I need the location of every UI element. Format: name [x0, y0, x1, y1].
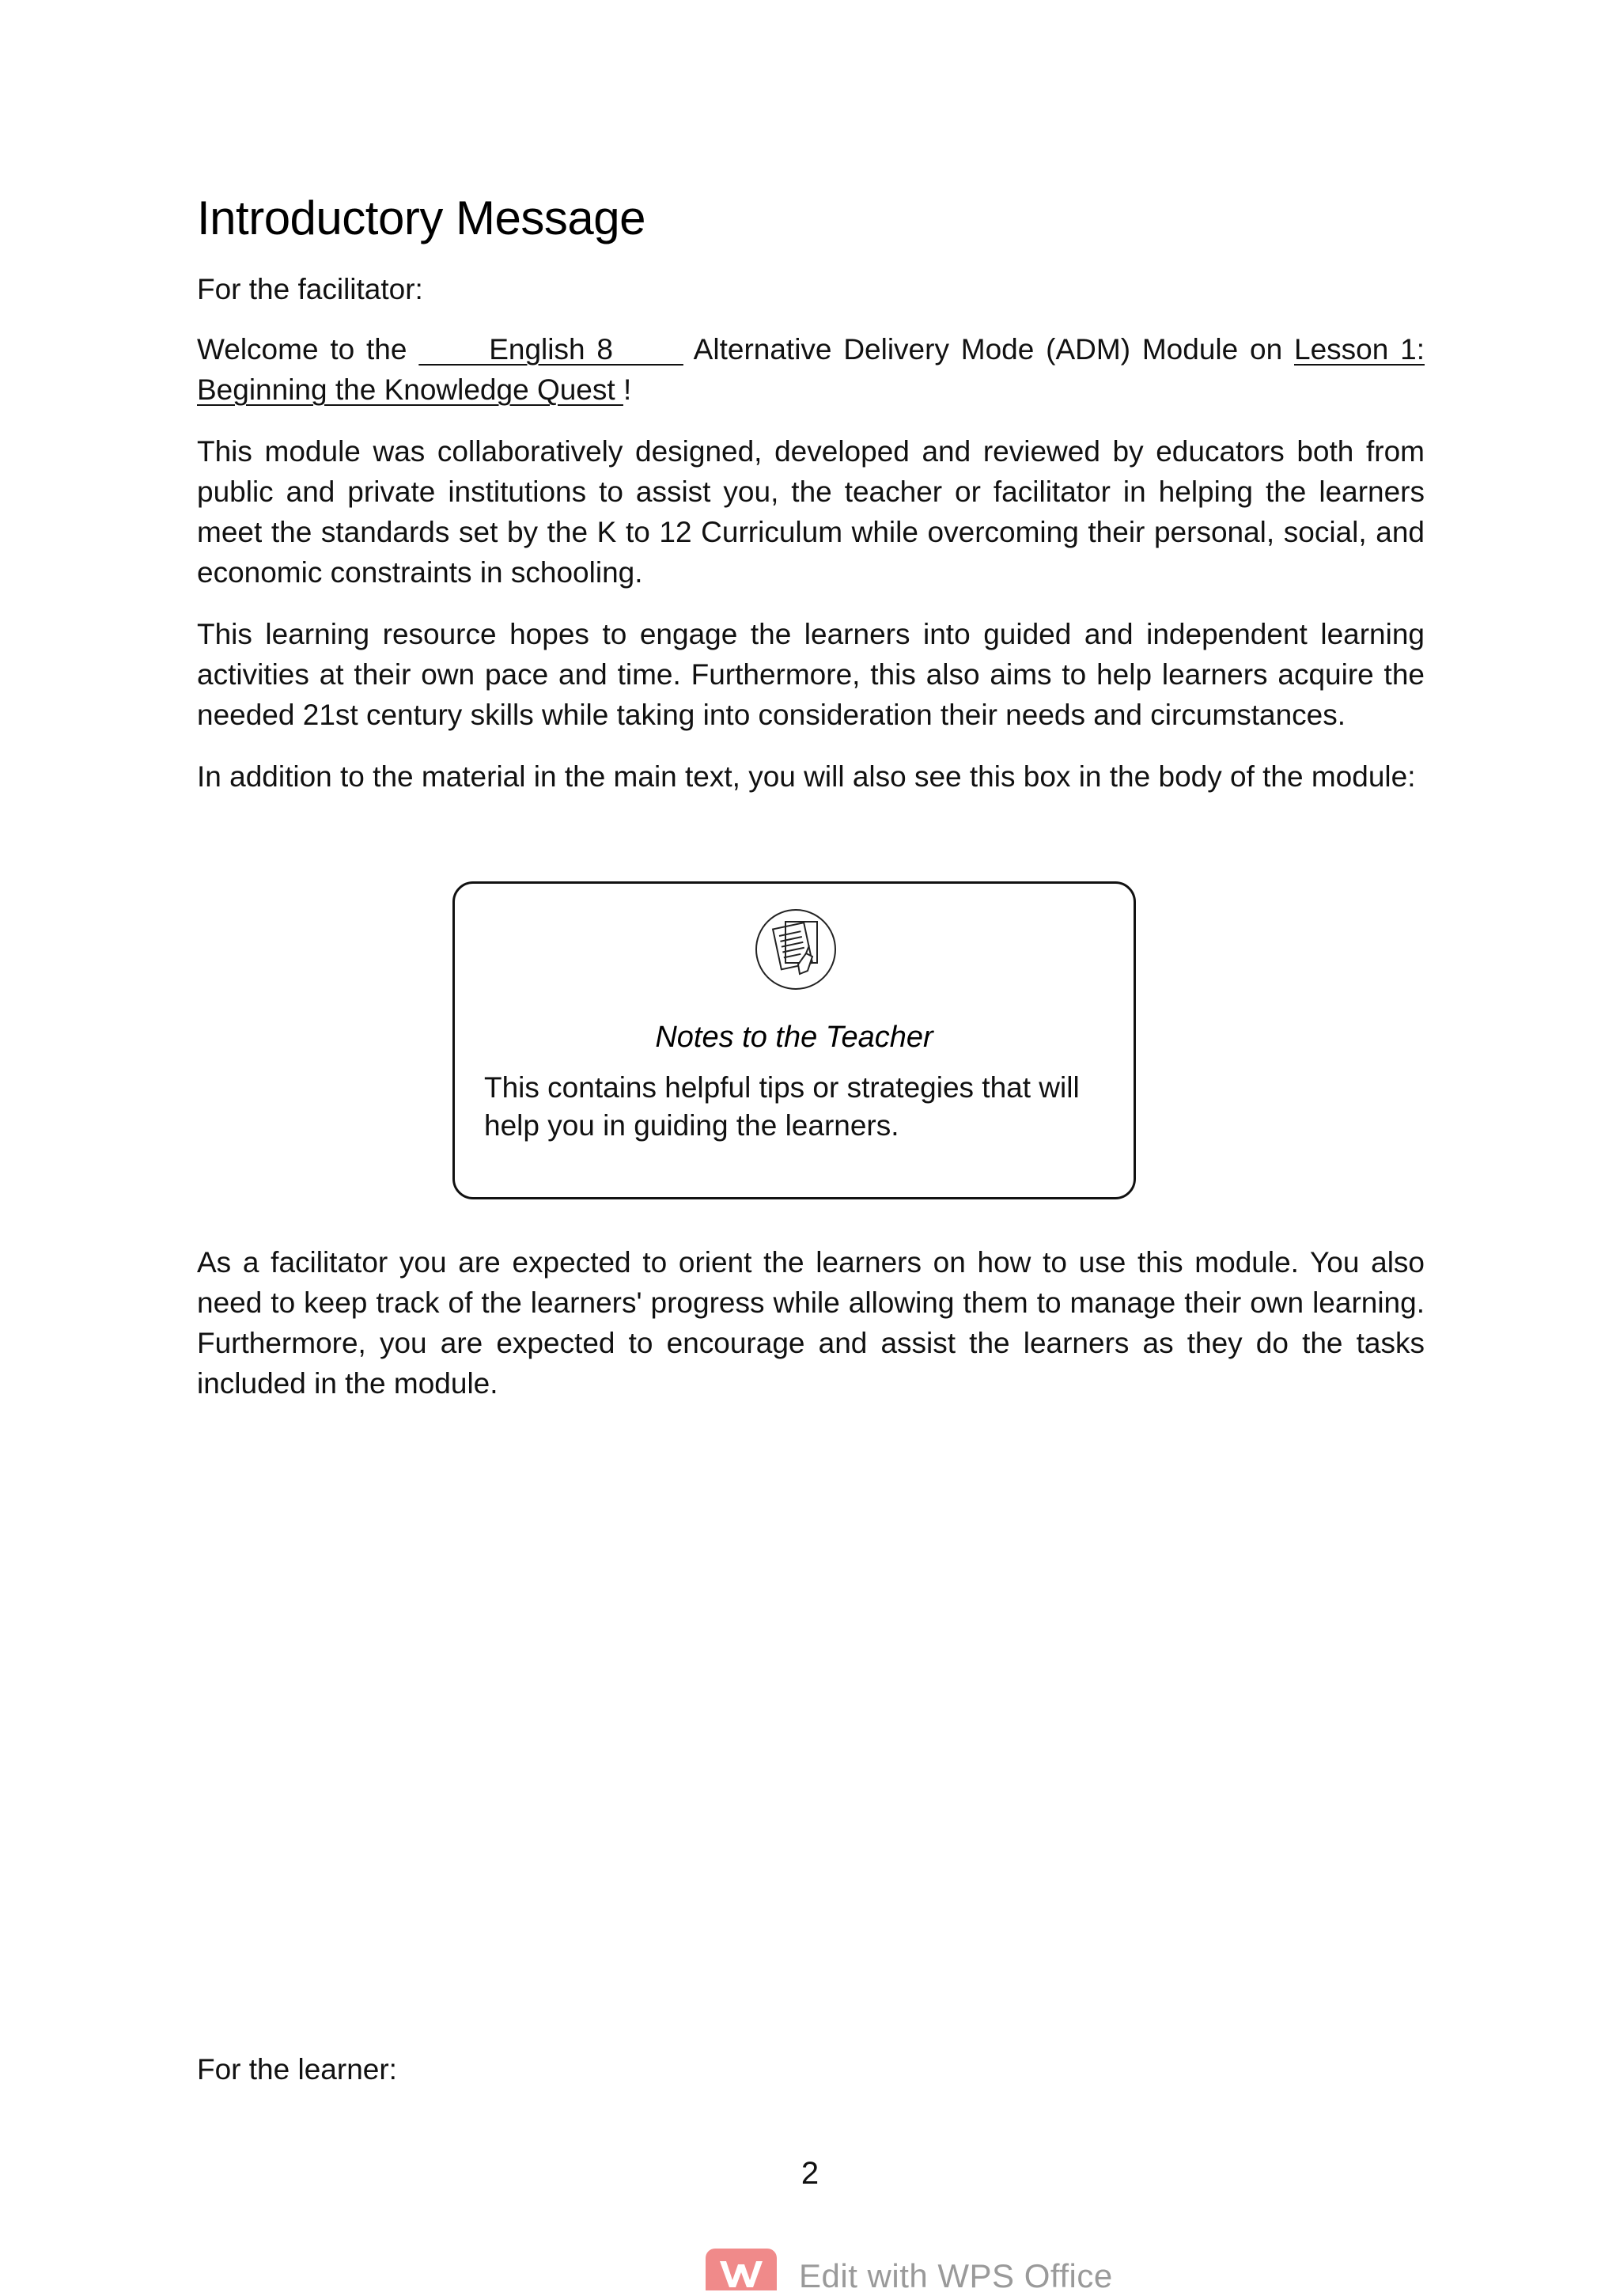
welcome-prefix: Welcome to the	[197, 333, 419, 366]
paragraph-design: This module was collaboratively designed, developed and reviewed by educators both from public and private institutions to assist you, the teacher or facilitator in helping the learners meet the standards set by the K to 12 Curriculum while overcoming their personal, social, and economic constraints in schooling.	[197, 435, 1425, 589]
page-number: 2	[801, 2156, 819, 2191]
subject-blank: English 8	[418, 333, 683, 366]
lesson-blank: Lesson 1: Beginning the Knowledge Quest	[197, 333, 1425, 406]
welcome-paragraph	[197, 329, 1425, 410]
note-box-title: Notes to the Teacher	[655, 1021, 933, 1054]
learner-label: For the learner:	[197, 2053, 397, 2086]
note-box-text: This contains helpful tips or strategies that will help you in guiding the learners.	[484, 1071, 1080, 1142]
facilitator-label: For the facilitator:	[197, 273, 423, 305]
document-content	[197, 190, 1425, 818]
notes-to-teacher-box	[452, 881, 1136, 1199]
wps-watermark[interactable]	[706, 2249, 1113, 2294]
teacher-notes-icon	[754, 907, 838, 991]
welcome-suffix: !	[623, 373, 632, 406]
wps-watermark-text: Edit with WPS Office	[799, 2257, 1113, 2294]
paragraph-resource: This learning resource hopes to engage the learners into guided and independent learning activities at their own pace and time. Furthermore, this also aims to help learners acquire the needed 21st century skills while taking into consideration their needs and circumstances.	[197, 618, 1425, 731]
page-title: Introductory Message	[197, 191, 645, 244]
facilitator-paragraph: As a facilitator you are expected to orient the learners on how to use this module. You also need to keep track of the learners' progress while allowing them to manage their own learning. Furthermore, you are expected to encourage and assist the learners as they do the tasks included in the module.	[197, 1246, 1425, 1400]
paragraph-box-intro: In addition to the material in the main text, you will also see this box in the body of the module:	[197, 760, 1416, 793]
wps-logo-icon	[706, 2249, 777, 2290]
welcome-middle: Alternative Delivery Mode (ADM) Module on	[683, 333, 1294, 366]
